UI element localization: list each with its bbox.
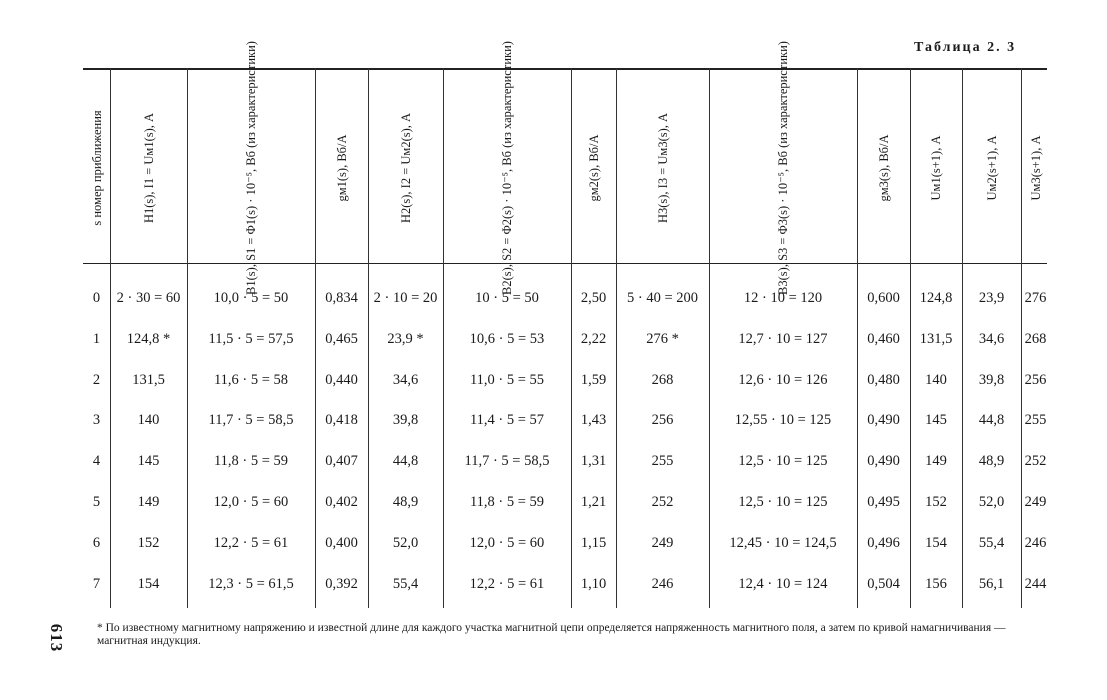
table-cell: 0,392 xyxy=(325,575,358,592)
table-cell: 249 xyxy=(1024,494,1047,510)
table-cell: 154 xyxy=(925,534,947,551)
table-cell: 12,2 · 5 = 61 xyxy=(469,575,545,592)
table-cell: 34,6 xyxy=(978,330,1005,347)
table-cell: 246 xyxy=(651,575,674,592)
table-cell: 2 · 10 = 20 xyxy=(373,290,438,306)
table-cell: 149 xyxy=(925,453,947,470)
table-cell: 11,6 · 5 = 58 xyxy=(213,371,289,388)
column-header-label: Uм2(s+1), A xyxy=(984,135,999,201)
column-header xyxy=(187,41,315,295)
table-cell: 0,490 xyxy=(867,412,900,429)
table-cell: 55,4 xyxy=(392,575,419,592)
table-cell: 11,7 · 5 = 58,5 xyxy=(464,453,550,470)
table-cell: 131,5 xyxy=(919,330,953,347)
table-cell: 0,496 xyxy=(867,534,900,551)
table-cell: 268 xyxy=(1024,330,1047,347)
table-cell: 255 xyxy=(651,453,674,470)
table-cell: 131,5 xyxy=(132,371,165,388)
table-cell: 0,495 xyxy=(867,494,900,510)
table-cell: 276 xyxy=(1024,290,1047,306)
column-header xyxy=(571,74,616,262)
table-cell: 0,504 xyxy=(867,575,900,592)
table-cell: 1 xyxy=(92,330,101,347)
table-cell: 12 · 10 = 120 xyxy=(743,290,823,306)
table-cell: 12,3 · 5 = 61,5 xyxy=(208,575,294,592)
table-cell: 52,0 xyxy=(392,534,419,551)
table-cell: 12,2 · 5 = 61 xyxy=(213,534,289,551)
table-cell: 140 xyxy=(137,412,160,429)
column-header-label: B3(s), S3 = Φ3(s) · 10⁻⁵, Вб (из характеристики) xyxy=(776,41,790,295)
table-cell: 7 xyxy=(92,575,101,592)
table-cell: 4 xyxy=(92,453,101,470)
table-cell: 5 · 40 = 200 xyxy=(626,290,698,306)
table-cell: 246 xyxy=(1024,534,1047,551)
table-cell: 2,22 xyxy=(580,330,607,347)
table-cell: 44,8 xyxy=(978,412,1005,429)
table-cell: 3 xyxy=(92,412,101,429)
table-cell: 124,8 xyxy=(919,290,953,306)
table-cell: 5 xyxy=(92,494,101,510)
table-cell: 23,9 xyxy=(978,290,1005,306)
table-cell: 11,5 · 5 = 57,5 xyxy=(208,330,294,347)
table-cell: 39,8 xyxy=(392,412,419,429)
column-header-label: B1(s), S1 = Φ1(s) · 10⁻⁵, Вб (из характеристики) xyxy=(244,41,258,295)
table-cell: 44,8 xyxy=(392,453,419,470)
table-cell: 11,0 · 5 = 55 xyxy=(469,371,545,388)
table-cell: 1,10 xyxy=(580,575,607,592)
table-cell: 12,0 · 5 = 60 xyxy=(469,534,545,551)
table-cell: 140 xyxy=(925,371,947,388)
table-cell: 55,4 xyxy=(978,534,1005,551)
table-cell: 48,9 xyxy=(978,453,1005,470)
column-header xyxy=(110,74,187,262)
table-cell: 10,6 · 5 = 53 xyxy=(469,330,545,347)
table-cell: 11,4 · 5 = 57 xyxy=(469,412,545,429)
table-cell: 0,490 xyxy=(867,453,900,470)
table-cell: 12,0 · 5 = 60 xyxy=(213,494,289,510)
table-cell: 0,460 xyxy=(867,330,900,347)
table-cell: 0,480 xyxy=(867,371,900,388)
table-cell: 52,0 xyxy=(978,494,1005,510)
column-header-label: gм2(s), Вб/А xyxy=(586,134,601,202)
table-cell: 0,465 xyxy=(325,330,358,347)
table-cell: 256 xyxy=(651,412,674,429)
table-cell: 2 · 30 = 60 xyxy=(116,290,181,306)
table-cell: 152 xyxy=(137,534,160,551)
table-cell: 0,600 xyxy=(867,290,900,306)
column-header-label: gм3(s), Вб/А xyxy=(876,134,891,202)
column-header xyxy=(443,41,571,295)
table-cell: 12,5 · 10 = 125 xyxy=(738,494,828,510)
column-header xyxy=(962,74,1021,262)
column-header-label: B2(s), S2 = Φ2(s) · 10⁻⁵, Вб (из характеристики) xyxy=(500,41,514,295)
column-header xyxy=(368,74,443,262)
column-header xyxy=(857,74,910,262)
column-header xyxy=(83,74,110,262)
table-cell: 256 xyxy=(1024,371,1047,388)
table-title: Таблица 2. 3 xyxy=(914,40,1017,55)
table-cell: 2 xyxy=(92,371,101,388)
table-cell: 249 xyxy=(651,534,674,551)
table-cell: 12,45 · 10 = 124,5 xyxy=(729,534,837,551)
table-cell: 11,8 · 5 = 59 xyxy=(213,453,289,470)
table-cell: 0,400 xyxy=(325,534,358,551)
footnote: * По известному магнитному напряжению и известной длине для каждого участка магнитной цепи определяется напряженность магнитного поля, а затем по кривой намагничивания — магнитная индукция. xyxy=(97,622,1006,647)
table-cell: 0 xyxy=(92,290,101,306)
table-cell: 244 xyxy=(1024,575,1047,592)
column-header-label: gм1(s), Вб/А xyxy=(334,134,349,202)
column-header xyxy=(709,41,857,295)
table-cell: 12,7 · 10 = 127 xyxy=(738,330,828,347)
table-cell: 12,4 · 10 = 124 xyxy=(738,575,828,592)
table-cell: 12,6 · 10 = 126 xyxy=(738,371,828,388)
column-header-label: s номер приближения xyxy=(89,110,104,226)
table-cell: 0,418 xyxy=(325,412,358,429)
table-cell: 56,1 xyxy=(978,575,1005,592)
table-cell: 1,59 xyxy=(580,371,607,388)
column-header-label: H3(s), I3 = Uм3(s), A xyxy=(655,112,670,224)
page-number xyxy=(36,608,76,668)
table-cell: 276 * xyxy=(646,330,679,347)
table-cell: 149 xyxy=(137,494,160,510)
column-header xyxy=(315,74,368,262)
column-header xyxy=(616,74,709,262)
table-cell: 145 xyxy=(137,453,160,470)
table-cell: 12,55 · 10 = 125 xyxy=(734,412,832,429)
column-header-label: Uм3(s+1), A xyxy=(1028,135,1043,201)
table-cell: 252 xyxy=(651,494,674,510)
header-bottom-rule xyxy=(83,263,1047,264)
column-header xyxy=(910,74,962,262)
table-cell: 10,0 · 5 = 50 xyxy=(213,290,289,306)
table-cell: 6 xyxy=(92,534,101,551)
table-cell: 2,50 xyxy=(580,290,607,306)
table-cell: 124,8 * xyxy=(126,330,171,347)
table-cell: 255 xyxy=(1024,412,1047,429)
column-header xyxy=(1021,74,1050,262)
table-cell: 1,31 xyxy=(580,453,607,470)
table-cell: 0,402 xyxy=(325,494,358,510)
table-cell: 1,43 xyxy=(580,412,607,429)
table-cell: 23,9 * xyxy=(387,330,424,347)
column-header-label: H1(s), I1 = Uм1(s), A xyxy=(141,112,156,224)
table-top-rule xyxy=(83,68,1047,70)
table-cell: 145 xyxy=(925,412,947,429)
table-cell: 154 xyxy=(137,575,160,592)
table-cell: 152 xyxy=(925,494,947,510)
table-cell: 11,8 · 5 = 59 xyxy=(469,494,545,510)
table-cell: 34,6 xyxy=(392,371,419,388)
table-cell: 11,7 · 5 = 58,5 xyxy=(208,412,294,429)
table-cell: 0,407 xyxy=(325,453,358,470)
column-header-label: Uм1(s+1), A xyxy=(929,135,943,201)
table-cell: 12,5 · 10 = 125 xyxy=(738,453,828,470)
table-cell: 0,440 xyxy=(325,371,358,388)
column-header-label: H2(s), I2 = Uм2(s), A xyxy=(398,112,413,224)
table-cell: 10 · 5 = 50 xyxy=(475,290,539,306)
page-number-text: 613 xyxy=(47,623,66,653)
table-cell: 1,21 xyxy=(580,494,607,510)
table-cell: 39,8 xyxy=(978,371,1005,388)
table-cell: 252 xyxy=(1024,453,1047,470)
table-cell: 156 xyxy=(925,575,947,592)
table-cell: 1,15 xyxy=(580,534,607,551)
table-cell: 268 xyxy=(651,371,674,388)
table-cell: 0,834 xyxy=(325,290,358,306)
table-cell: 48,9 xyxy=(392,494,419,510)
